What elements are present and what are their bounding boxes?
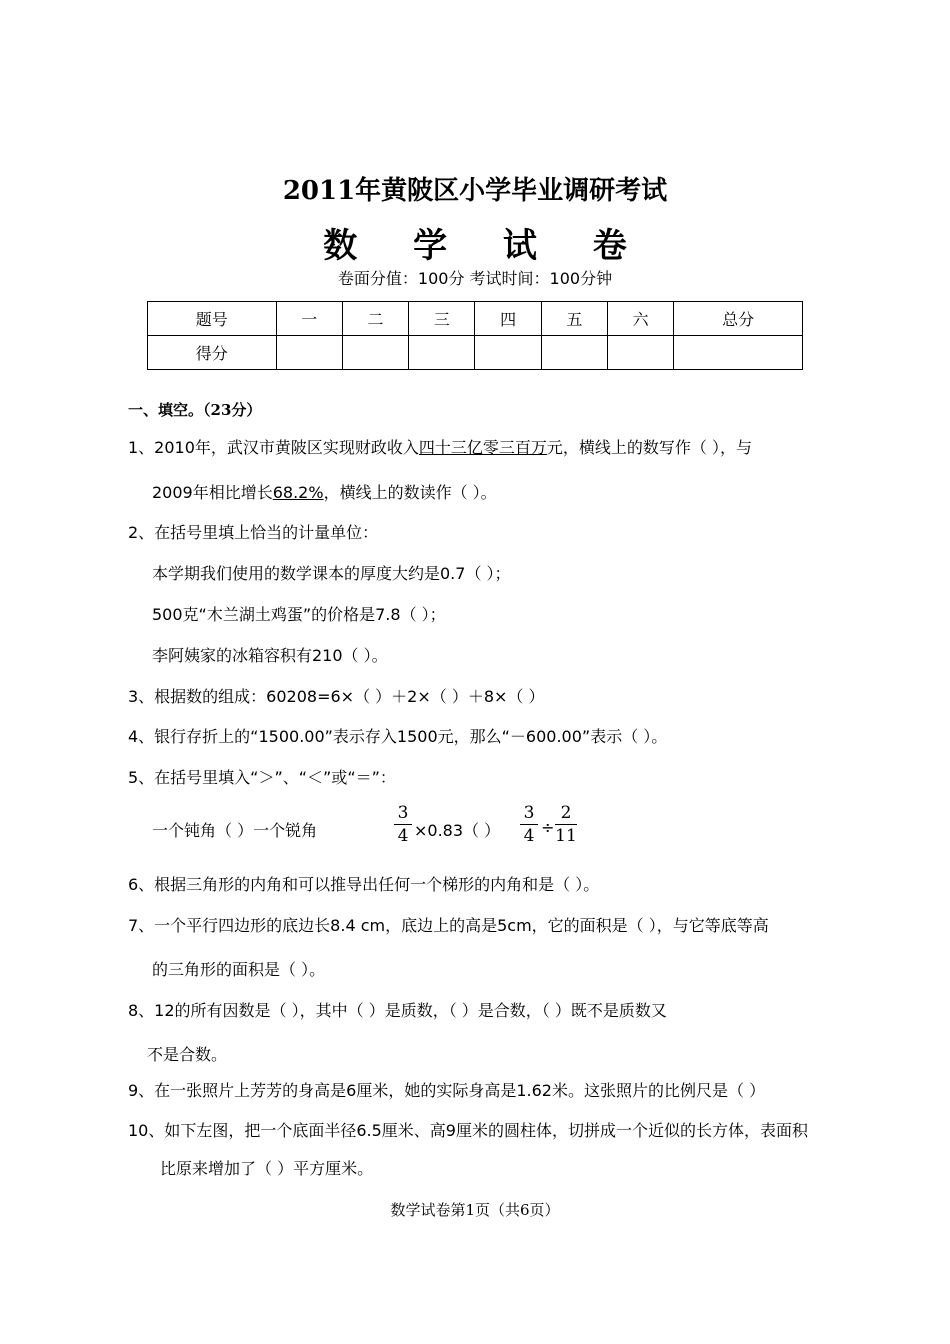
fraction-bar	[555, 824, 577, 825]
question-5-expression: ×0.83（ ）	[414, 821, 501, 840]
fraction-two-elevenths	[555, 803, 577, 846]
score-header-cell: 三	[409, 302, 475, 336]
question-4: 4、银行存折上的“1500.00”表示存入1500元，那么“－600.00”表示（ ）。	[128, 727, 668, 746]
score-row-label: 得分	[148, 336, 277, 370]
fraction-three-quarters	[394, 803, 412, 846]
q1-text: 1、2010年，武汉市黄陂区实现财政收入	[128, 438, 419, 457]
exam-title: 2011年黄陂区小学毕业调研考试	[282, 176, 668, 206]
question-8-line-2: 不是合数。	[147, 1045, 228, 1064]
question-5-stem: 5、在括号里填入“＞”、“＜”或“＝”：	[128, 768, 396, 787]
score-cell	[475, 336, 541, 370]
score-cell	[276, 336, 342, 370]
score-header-cell: 五	[541, 302, 607, 336]
page-footer: 数学试卷第1页（共6页）	[390, 1201, 560, 1219]
q1-text: ，横线上的数读作（ ）。	[323, 483, 497, 502]
score-cell	[674, 336, 803, 370]
fraction-numerator: 3	[397, 803, 409, 823]
score-header-cell: 二	[342, 302, 408, 336]
question-1-line-2	[152, 480, 497, 503]
fraction-denominator: 11	[555, 826, 577, 846]
score-cell	[342, 336, 408, 370]
score-header-cell: 总分	[674, 302, 803, 336]
score-table-score-row	[148, 336, 803, 370]
fraction-numerator: 3	[523, 803, 535, 823]
question-8-line-1: 8、12的所有因数是（ ），其中（ ）是质数，（ ）是合数，（ ）既不是质数又	[128, 1001, 667, 1020]
score-header-cell: 一	[276, 302, 342, 336]
question-7-line-2: 的三角形的面积是（ ）。	[152, 960, 326, 979]
score-cell	[409, 336, 475, 370]
score-table-header-row	[148, 302, 803, 336]
question-2-item: 500克“木兰湖土鸡蛋”的价格是7.8（ ）；	[152, 605, 446, 624]
question-2-stem: 2、在括号里填上恰当的计量单位：	[128, 523, 379, 542]
q1-text: 元，横线上的数写作（ ），与	[546, 438, 753, 457]
fraction-numerator: 2	[560, 803, 572, 823]
question-7-line-1: 7、一个平行四边形的底边长8.4 cm，底边上的高是5cm，它的面积是（ ），与它等底等高	[128, 916, 769, 935]
score-table	[147, 301, 803, 370]
exam-meta: 卷面分值：100分 考试时间：100分钟	[337, 269, 613, 288]
question-5-item-angles: 一个钝角（ ）一个锐角	[152, 821, 318, 840]
question-2-item: 本学期我们使用的数学课本的厚度大约是0.7（ ）；	[152, 564, 511, 583]
fraction-denominator: 4	[397, 826, 409, 846]
fraction-three-quarters	[520, 803, 538, 846]
q1-underlined-percent: 68.2%	[272, 483, 324, 502]
division-sign: ÷	[541, 818, 555, 837]
question-2-item: 李阿姨家的冰箱容积有210（ ）。	[152, 646, 388, 665]
question-10-line-1: 10、如下左图，把一个底面半径6.5厘米、高9厘米的圆柱体，切拼成一个近似的长方体，表面积	[128, 1121, 808, 1140]
score-cell	[541, 336, 607, 370]
score-header-cell: 四	[475, 302, 541, 336]
fraction-bar	[520, 824, 538, 825]
question-6: 6、根据三角形的内角和可以推导出任何一个梯形的内角和是（ ）。	[128, 875, 600, 894]
q1-text: 2009年相比增长	[152, 483, 273, 502]
q1-underlined-text: 四十三亿零三百万	[418, 438, 547, 457]
score-header-cell: 题号	[148, 302, 277, 336]
question-1-line-1	[128, 435, 752, 458]
exam-subtitle: 数 学 试 卷	[323, 226, 649, 266]
section-heading: 一、填空。（23分）	[128, 401, 262, 419]
fraction-bar	[394, 824, 412, 825]
fraction-denominator: 4	[523, 826, 535, 846]
score-cell	[608, 336, 674, 370]
question-3: 3、根据数的组成：60208=6×（ ）＋2×（ ）＋8×（ ）	[128, 687, 545, 706]
question-10-line-2: 比原来增加了（ ）平方厘米。	[160, 1159, 374, 1178]
score-header-cell: 六	[608, 302, 674, 336]
question-9: 9、在一张照片上芳芳的身高是6厘米，她的实际身高是1.62米。这张照片的比例尺是（ ）	[128, 1081, 766, 1100]
